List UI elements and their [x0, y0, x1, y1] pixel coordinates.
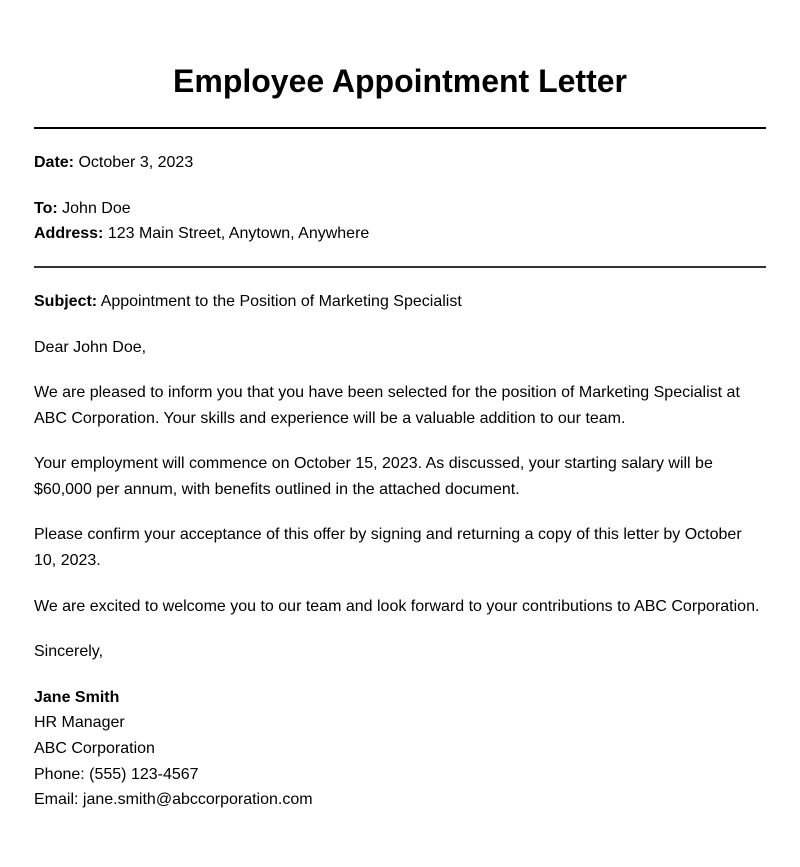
- address-line: [34, 224, 369, 244]
- date-line: [34, 153, 193, 173]
- recipient-label: To:: [34, 200, 58, 217]
- body-paragraph-1: We are pleased to inform you that you have been selected for the position of Marketing Specialist at ABC Corporation. Your skills and experience will be a valuable addition to our team.: [34, 384, 740, 427]
- signer-email: Email: jane.smith@abccorporation.com: [34, 791, 313, 808]
- body-paragraph-2: Your employment will commence on October 15, 2023. As discussed, your starting salary will be $60,000 per annum, with benefits outlined in the attached document.: [34, 455, 713, 498]
- date-label: Date:: [34, 154, 75, 171]
- body-paragraph-3: Please confirm your acceptance of this offer by signing and returning a copy of this letter by October 10, 2023.: [34, 526, 742, 569]
- header-divider: [34, 127, 766, 129]
- signer-company: ABC Corporation: [34, 740, 155, 757]
- signer-phone: Phone: (555) 123-4567: [34, 766, 199, 783]
- address-value: 123 Main Street, Anytown, Anywhere: [107, 225, 370, 242]
- signer-title: HR Manager: [34, 714, 125, 731]
- page-title: Employee Appointment Letter: [173, 63, 627, 99]
- subject-label: Subject:: [34, 293, 98, 310]
- signer-name: Jane Smith: [34, 689, 120, 706]
- date-value: October 3, 2023: [78, 154, 194, 171]
- address-label: Address:: [34, 225, 104, 242]
- recipient-line: [34, 199, 131, 219]
- closing: Sincerely,: [34, 643, 104, 660]
- subject-value: Appointment to the Position of Marketing Specialist: [100, 293, 462, 310]
- subject-divider: [34, 266, 766, 268]
- subject-line: [34, 292, 462, 312]
- body-paragraph-4: We are excited to welcome you to our team and look forward to your contributions to ABC Corporation.: [34, 598, 760, 615]
- recipient-value: John Doe: [62, 200, 131, 217]
- salutation: Dear John Doe,: [34, 339, 147, 356]
